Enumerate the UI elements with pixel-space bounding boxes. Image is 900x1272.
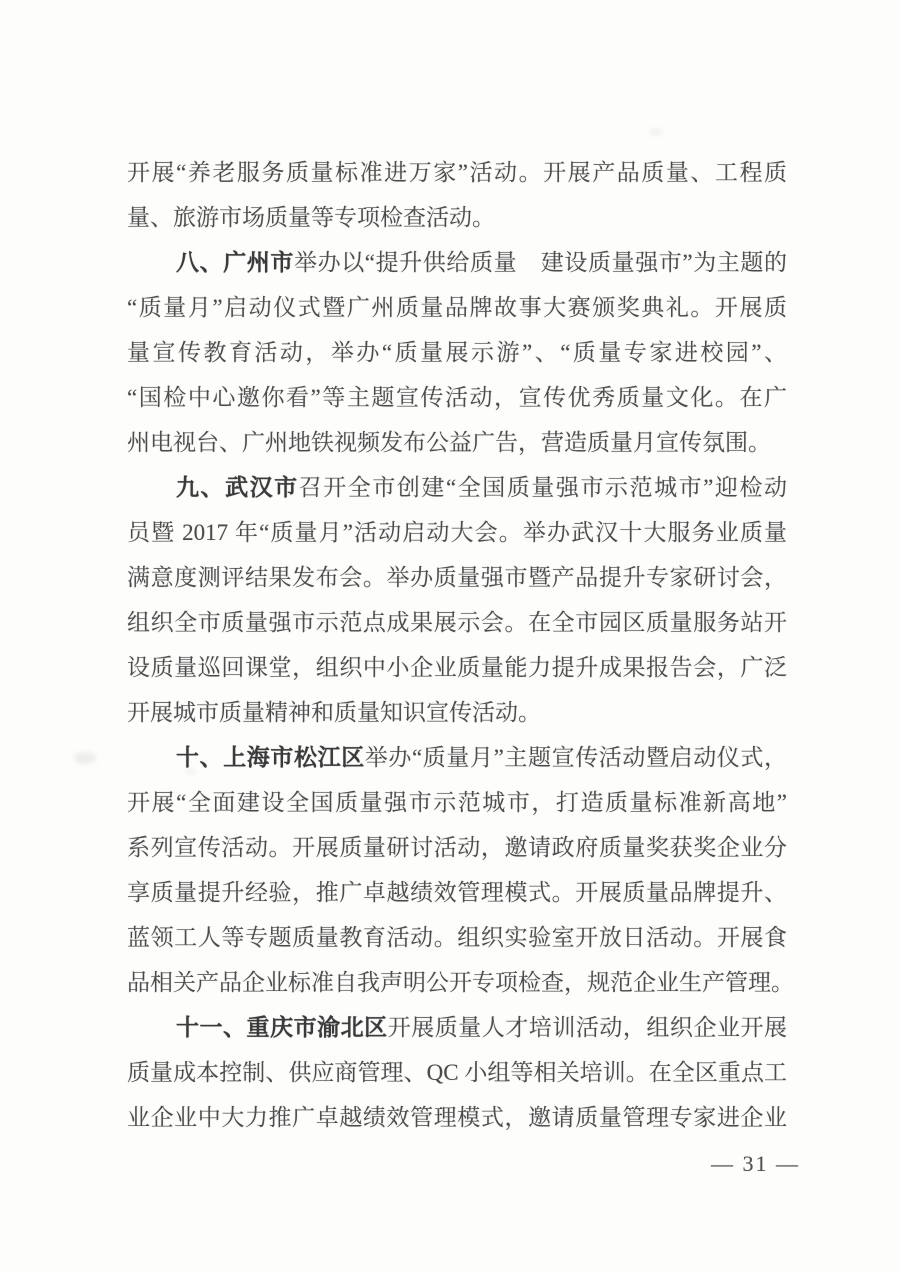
text-line: 业企业中大力推广卓越绩效管理模式，邀请质量管理专家进企业 [127,1105,787,1130]
text-line [127,1005,787,1050]
text-line: 品相关产品企业标准自我声明公开专项检查，规范企业生产管理。 [127,970,794,995]
scan-smudge [650,128,662,136]
text-line: 享质量提升经验，推广卓越绩效管理模式。开展质量品牌提升、 [127,880,787,905]
section-text: 开展质量人才培训活动，组织企业开展 [387,1015,788,1040]
text-line: 开展“全面建设全国质量强市示范城市，打造质量标准新高地” [127,790,787,815]
page-body-text [127,150,794,1140]
text-line: 量宣传教育活动，举办“质量展示游”、“质量专家进校园”、 [127,340,787,365]
section-heading-shanghai-songjiang: 十、上海市松江区 [176,744,365,770]
text-line: 量、旅游市场质量等专项检查活动。 [127,205,495,230]
section-heading-wuhan: 九、武汉市 [176,474,299,500]
text-line [127,735,787,780]
section-text: 举办“质量月”主题宣传活动暨启动仪式， [364,745,787,770]
section-text: 召开全市创建“全国质量强市示范城市”迎检动 [298,475,787,500]
text-line: “质量月”启动仪式暨广州质量品牌故事大赛颁奖典礼。开展质 [127,295,787,320]
text-line: 系列宣传活动。开展质量研讨活动，邀请政府质量奖获奖企业分 [127,835,787,860]
section-text: 举办以“提升供给质量 建设质量强市”为主题的 [294,250,787,275]
text-line: 设质量巡回课堂，组织中小企业质量能力提升成果报告会，广泛 [127,655,787,680]
section-heading-guangzhou: 八、广州市 [176,249,294,275]
scan-smudge [74,752,96,764]
text-line: 质量成本控制、供应商管理、QC 小组等相关培训。在全区重点工 [127,1060,787,1085]
text-line [127,240,787,285]
text-line: 员暨 2017 年“质量月”活动启动大会。举办武汉十大服务业质量 [127,520,787,545]
text-line: 州电视台、广州地铁视频发布公益广告，营造质量月宣传氛围。 [127,430,771,455]
text-line: 蓝领工人等专题质量教育活动。组织实验室开放日活动。开展食 [127,925,787,950]
text-line: 满意度测评结果发布会。举办质量强市暨产品提升专家研讨会， [127,565,787,590]
text-line: 开展“养老服务质量标准进万家”活动。开展产品质量、工程质 [127,160,787,185]
text-line [127,465,787,510]
text-line: 开展城市质量精神和质量知识宣传活动。 [127,700,541,725]
section-heading-chongqing-yubei: 十一、重庆市渝北区 [176,1014,388,1040]
text-line: 组织全市质量强市示范点成果展示会。在全市园区质量服务站开 [127,610,787,635]
text-line: “国检中心邀你看”等主题宣传活动，宣传优秀质量文化。在广 [127,385,787,410]
page-number: — 31 — [711,1151,800,1176]
